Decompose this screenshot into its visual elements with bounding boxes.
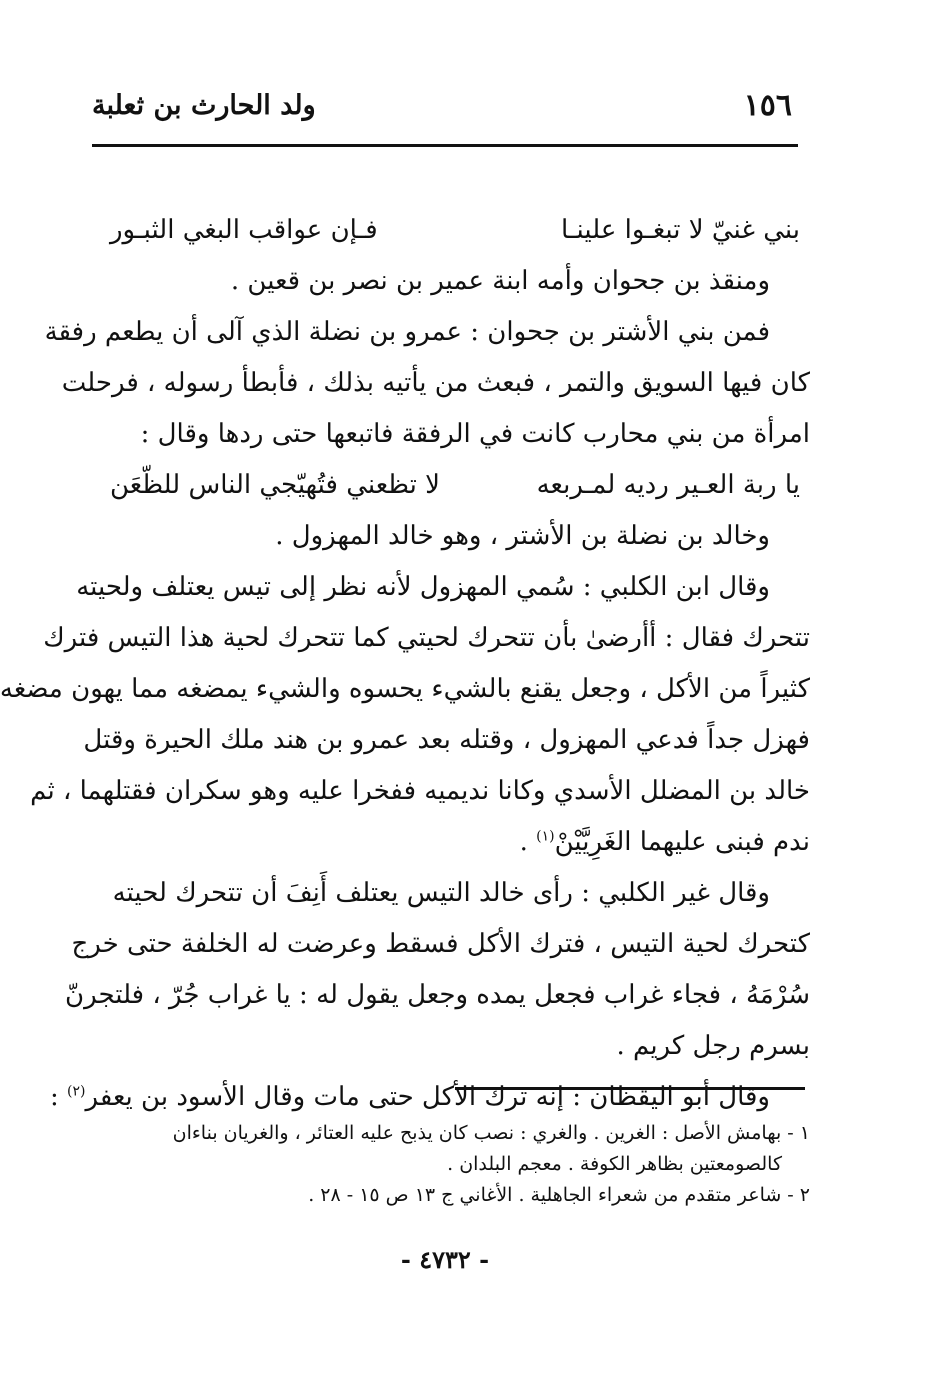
footnote-marker-2: (٢) (67, 1083, 86, 1100)
header-rule (92, 144, 798, 147)
text-line: خالد بن المضلل الأسدي وكانا نديميه ففخرا عليه وهو سكران فقتلهما ، ثم (30, 776, 810, 806)
verse-line (80, 205, 810, 256)
text-line: وقال غير الكلبي : رأى خالد التيس يعتلف أَنِفَ أن تتحرك لحيته (112, 878, 770, 908)
text-line: وخالد بن نضلة بن الأشتر ، وهو خالد المهزول . (275, 521, 770, 551)
footnote-rule (455, 1087, 805, 1090)
text-line: كتحرك لحية التيس ، فترك الأكل فسقط وعرضت له الخلفة حتى خرج (71, 929, 810, 959)
text-line: كثيراً من الأكل ، وجعل يقنع بالشيء يحسوه والشيء يمضغه مما يهون مضغه (0, 674, 810, 704)
text-line: تتحرك فقال : أأرضىٰ بأن تتحرك لحيتي كما تتحرك لحية هذا التيس فترك (43, 623, 810, 653)
text-line: امرأة من بني محارب كانت في الرفقة فاتبعها حتى ردها وقال : (140, 419, 810, 449)
page-header (92, 88, 792, 138)
running-title: ولد الحارث بن ثعلبة (92, 90, 316, 121)
text-line: بسرم رجل كريم . (616, 1031, 810, 1061)
footnotes (90, 1118, 810, 1211)
page-number: ١٥٦ (743, 88, 792, 123)
footnote-marker-1: (١) (536, 828, 555, 845)
verse-first-hemistich: يا ربة العـير رديه لمـربعه (536, 470, 800, 500)
folio-number: - ٤٧٣٢ - (400, 1245, 490, 1274)
main-text (0, 205, 810, 1123)
verse-second-hemistich: فـإن عواقب البغي الثبـور (110, 215, 378, 245)
text-line: كان فيها السويق والتمر ، فبعث من يأتيه بذلك ، فأبطأ رسوله ، فرحلت (61, 368, 810, 398)
footnote-1: ١ - بهامش الأصل : الغرين . والغري : نصب كان يذبح عليه العتائر ، والغريان بناءان (172, 1122, 810, 1144)
footnote-2: ٢ - شاعر متقدم من شعراء الجاهلية . الأغاني ج ١٣ ص ١٥ - ٢٨ . (308, 1184, 810, 1206)
text-line: فهزل جداً فدعي المهزول ، وقتله بعد عمرو بن هند ملك الحيرة وقتل (83, 725, 810, 755)
footnote-1-continuation: كالصومعتين بظاهر الكوفة . معجم البلدان . (447, 1153, 782, 1175)
verse-second-hemistich: لا تظعني فتُهيّجي الناس للظّعَن (110, 470, 440, 500)
text-line: ومنقذ بن جحوان وأمه ابنة عمير بن نصر بن قعين . (230, 266, 770, 296)
verse-line (80, 460, 810, 511)
text-run: . (519, 827, 537, 857)
text-line: فمن بني الأشتر بن جحوان : عمرو بن نضلة الذي آلى أن يطعم رفقة (44, 317, 770, 347)
text-line: سُرْمَهُ ، فجاء غراب فجعل يمده وجعل يقول له : يا غراب جُرّ ، فلتجرنّ (65, 980, 810, 1010)
verse-first-hemistich: بني غنيّ لا تبغـوا علينـا (560, 215, 800, 245)
text-line (49, 1072, 810, 1123)
text-line (80, 817, 810, 868)
text-run: ندم فبنى عليهما الغَرِيَّيْنْ (554, 827, 810, 857)
text-line: وقال ابن الكلبي : سُمي المهزول لأنه نظر إلى تيس يعتلف ولحيته (76, 572, 770, 602)
text-run: وقال أبو اليقظان : إنه ترك الأكل حتى مات وقال الأسود بن يعفر (85, 1082, 770, 1112)
text-run: : (49, 1082, 68, 1112)
